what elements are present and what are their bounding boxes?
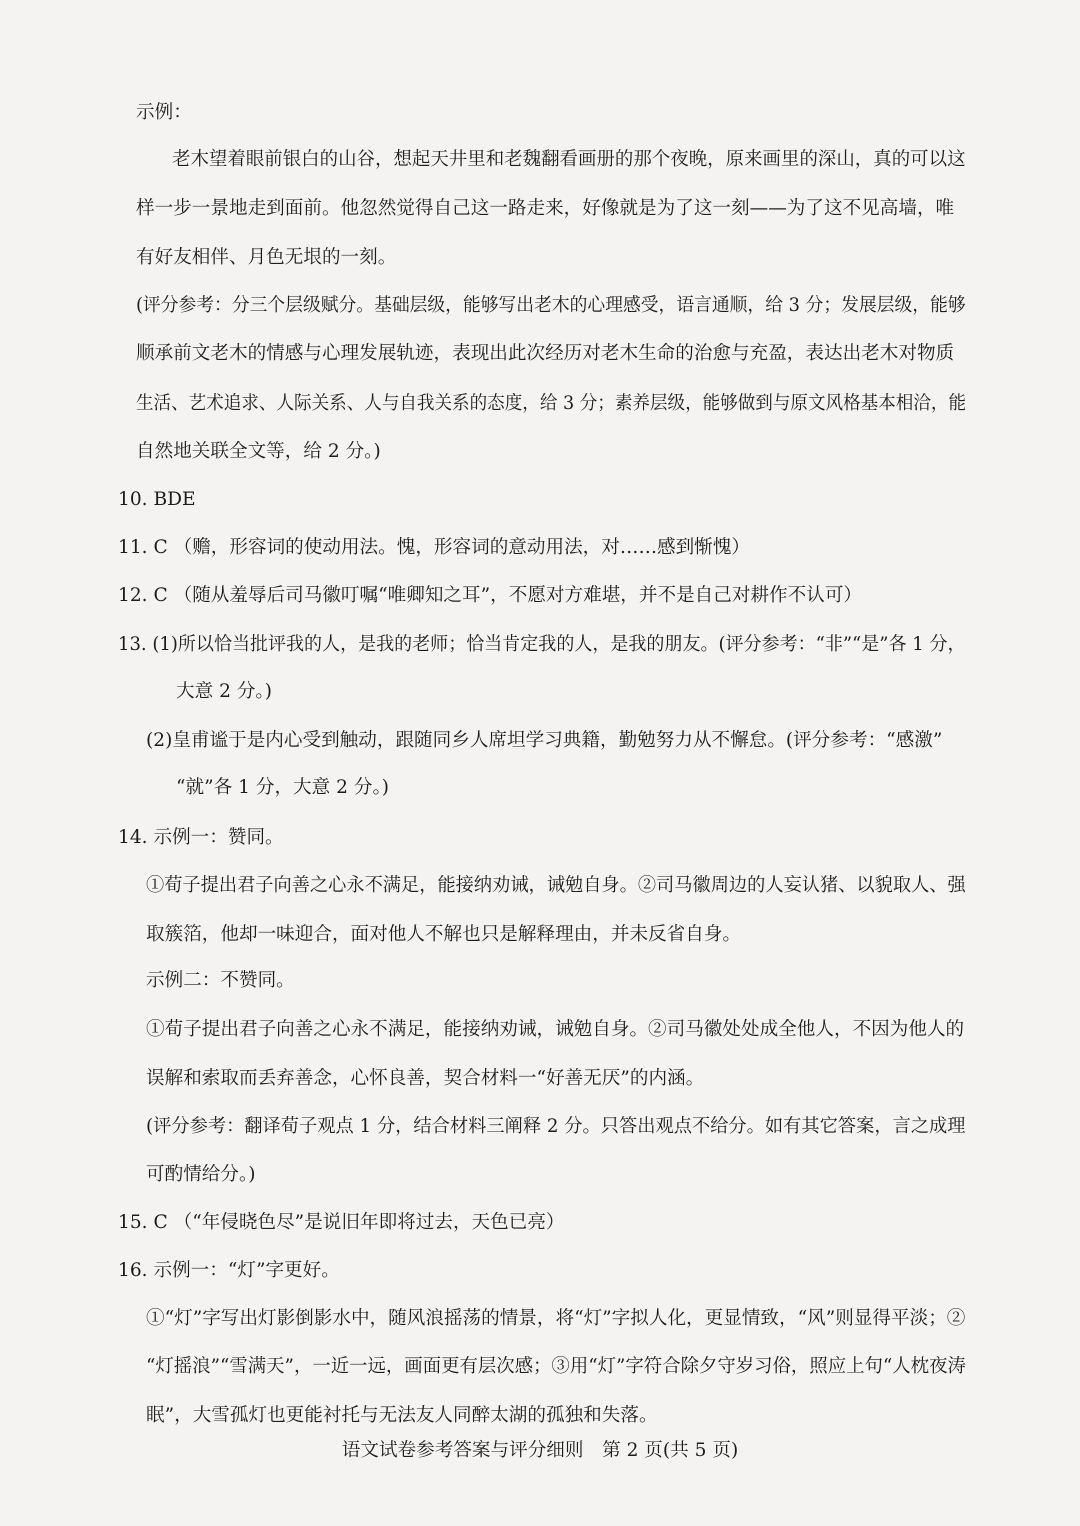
line-text: 14. 示例一：赞同。 xyxy=(118,827,284,848)
line-text: (评分参考：翻译荀子观点 1 分，结合材料三阐释 2 分。只答出观点不给分。如有其它答案，言之成理 xyxy=(146,1116,966,1137)
line-text: 16. 示例一：“灯”字更好。 xyxy=(118,1260,340,1281)
line-text: ①“灯”字写出灯影倒影水中，随风浪摇荡的情景，将“灯”字拟人化，更显情致，“风”则显得平淡；② xyxy=(146,1308,966,1329)
line-text: 误解和索取而丢弃善念，心怀良善，契合材料一“好善无厌”的内涵。 xyxy=(146,1068,705,1089)
line-text: ①荀子提出君子向善之心永不满足，能接纳劝诫，诫勉自身。②司马徽周边的人妄认猪、以貌取人、强 xyxy=(146,875,966,896)
line-text: 有好友相伴、月色无垠的一刻。 xyxy=(136,247,397,268)
line-text: (2)皇甫谧于是内心受到触动，跟随同乡人席坦学习典籍，勤勉努力从不懈怠。(评分参考：“感激” xyxy=(146,730,943,751)
line-text: (评分参考：分三个层级赋分。基础层级，能够写出老木的心理感受，语言通顺，给 3 分；发展层级，能够 xyxy=(136,295,966,316)
line-text: 13. (1)所以恰当批评我的人，是我的老师；恰当肯定我的人，是我的朋友。(评分参考：“非”“是”各 1 分， xyxy=(118,634,966,655)
line-text: 顺承前文老木的情感与心理发展轨迹，表现出此次经历对老木生命的治愈与充盈，表达出老木对物质 xyxy=(136,343,955,364)
line-text: 大意 2 分。) xyxy=(176,681,272,702)
line-text: 12. C （随从羞辱后司马徽叮嘱“唯卿知之耳”，不愿对方难堪，并不是自己对耕作不认可） xyxy=(118,585,863,606)
line-text: 15. C （“年侵晓色尽”是说旧年即将过去，天色已亮） xyxy=(118,1212,565,1233)
line-text: 取簇箔，他却一味迎合，面对他人不解也只是解释理由，并未反省自身。 xyxy=(146,924,742,945)
page-footer: 语文试卷参考答案与评分细则 第 2 页(共 5 页) xyxy=(341,1440,739,1461)
line-text: 10. BDE xyxy=(118,489,196,510)
line-text: 11. C （赡，形容词的使动用法。愧，形容词的意动用法，对……感到惭愧） xyxy=(118,537,751,558)
line-text: 示例： xyxy=(136,102,192,123)
line-text: 可酌情给分。) xyxy=(146,1164,256,1185)
line-text: “灯摇浪”“雪满天”，一近一远，画面更有层次感；③用“灯”字符合除夕守岁习俗，照应上句“人枕夜涛 xyxy=(146,1356,966,1377)
line-text: 生活、艺术追求、人际关系、人与自我关系的态度，给 3 分；素养层级，能够做到与原文风格基本相洽，能 xyxy=(136,393,967,414)
line-text: 自然地关联全文等，给 2 分。) xyxy=(136,441,381,462)
line-text: 示例二：不赞同。 xyxy=(146,970,295,991)
line-text: “就”各 1 分，大意 2 分。) xyxy=(176,777,390,798)
line-text: 眠”，大雪孤灯也更能衬托与无法友人同醉太湖的孤独和失落。 xyxy=(146,1405,658,1426)
line-text: ①荀子提出君子向善之心永不满足，能接纳劝诫，诫勉自身。②司马徽处处成全他人，不因为他人的 xyxy=(146,1019,965,1040)
line-text: 样一步一景地走到面前。他忽然觉得自己这一路走来，好像就是为了这一刻——为了这不见高墙，唯 xyxy=(136,198,955,219)
line-text: 老木望着眼前银白的山谷，想起天井里和老魏翻看画册的那个夜晚，原来画里的深山，真的可以这 xyxy=(172,149,966,170)
